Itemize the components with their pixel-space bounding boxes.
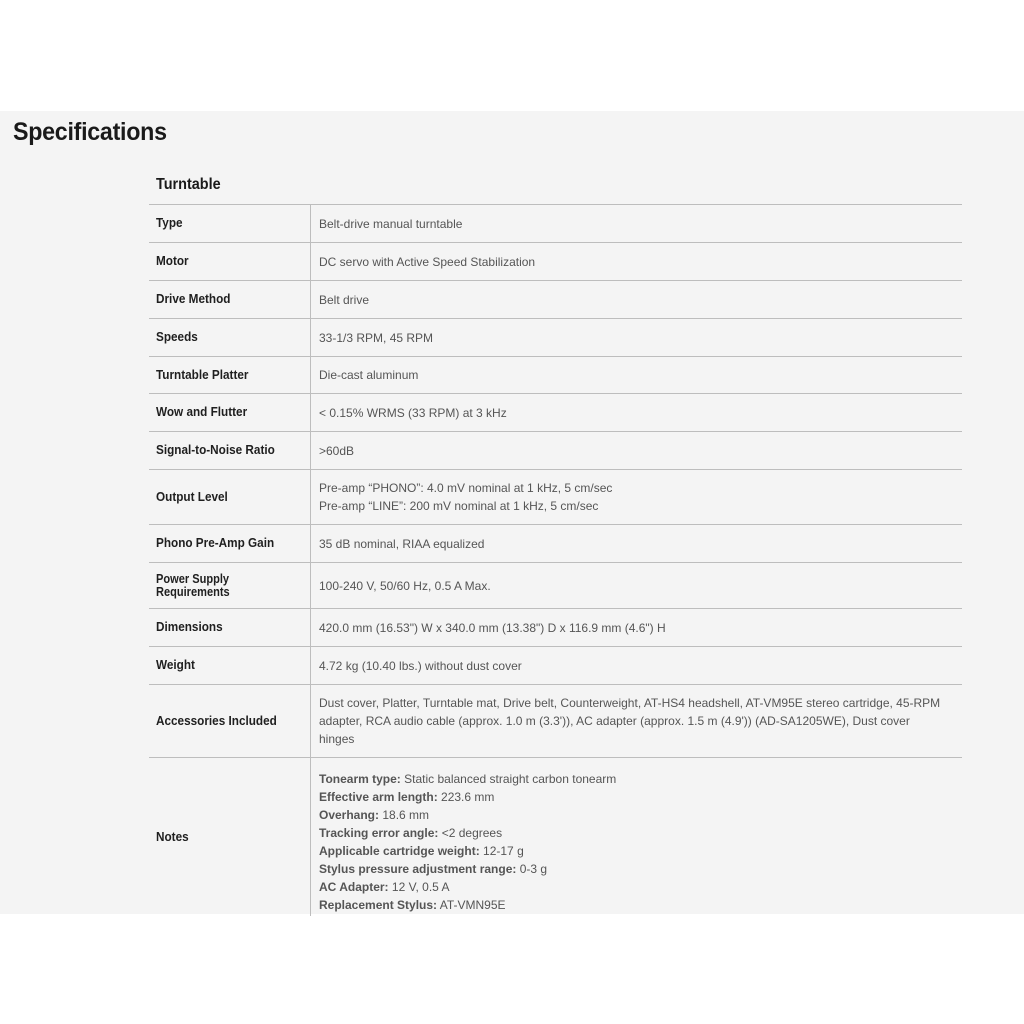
spec-value: 100-240 V, 50/60 Hz, 0.5 A Max. [319,578,491,593]
table-row [149,432,962,470]
spec-label: Phono Pre-Amp Gain [149,525,311,562]
spec-value: 33-1/3 RPM, 45 RPM [319,330,434,345]
note-key: AC Adapter: [319,880,389,894]
note-value: 0-3 g [516,862,548,876]
spec-value-line: Pre-amp “LINE”: 200 mV nominal at 1 kHz, 5 cm/sec [319,499,599,513]
note-value: 12 V, 0.5 A [388,880,450,894]
note-value: <2 degrees [438,826,503,840]
page-title: Specifications [13,118,167,146]
spec-value: 420.0 mm (16.53") W x 340.0 mm (13.38") D x 116.9 mm (4.6") H [319,620,666,635]
spec-label-line: Requirements [156,584,230,599]
spec-value: DC servo with Active Speed Stabilization [319,254,536,269]
table-row [149,394,962,432]
spec-value: Die-cast aluminum [319,368,419,382]
spec-value: Belt drive [319,292,370,307]
spec-label [149,563,311,608]
note-value: 223.6 mm [437,790,495,804]
note-key: Overhang: [319,808,380,822]
table-row [149,281,962,319]
spec-label: Notes [149,758,311,916]
spec-value [311,470,962,524]
spec-value: 35 dB nominal, RIAA equalized [319,536,485,551]
note-value: 18.6 mm [379,808,430,822]
note-item [319,824,942,842]
spec-label: Wow and Flutter [149,394,311,431]
spec-value: Belt-drive manual turntable [319,216,463,231]
note-item [319,842,942,860]
table-row [149,357,962,394]
table-row [149,243,962,281]
note-item [319,896,942,914]
spec-label: Drive Method [149,281,311,318]
note-item [319,806,942,824]
note-key: Stylus pressure adjustment range: [319,862,517,876]
spec-label-line: Power Supply [156,571,230,586]
note-item [319,860,942,878]
spec-label: Dimensions [149,609,311,646]
note-value: Static balanced straight carbon tonearm [400,772,617,786]
spec-label: Signal-to-Noise Ratio [149,432,311,469]
note-key: Applicable cartridge weight: [319,844,480,858]
table-row [149,319,962,357]
note-item [319,878,942,896]
note-value: 12-17 g [479,844,524,858]
table-row [149,563,962,609]
note-item [319,788,942,806]
spec-table [149,204,962,916]
table-row [149,685,962,758]
note-key: Tonearm type: [319,772,401,786]
note-key: Replacement Stylus: [319,898,438,912]
note-key: Tracking error angle: [319,826,439,840]
table-row [149,470,962,525]
spec-value: Dust cover, Platter, Turntable mat, Drive belt, Counterweight, AT-HS4 headshell, AT-VM95E stereo cartridge, 45-RPM adapter, RCA audio cable (approx. 1.0 m (3.3')), AC adapter (approx. 1.5 m (4.9')) (AD-SA1205WE), Dust cover hinges [319,696,941,746]
table-row [149,609,962,647]
spec-value: 4.72 kg (10.40 lbs.) without dust cover [319,658,522,673]
note-key: Effective arm length: [319,790,438,804]
spec-label: Turntable Platter [149,357,311,393]
spec-value: >60dB [319,443,355,458]
note-item [319,770,942,788]
spec-label: Type [149,205,311,242]
table-row [149,647,962,685]
spec-label: Speeds [149,319,311,356]
spec-label: Weight [149,647,311,684]
note-value: AT-VMN95E [437,898,506,912]
table-row [149,525,962,563]
spec-label: Output Level [149,470,311,524]
spec-label: Accessories Included [149,685,311,757]
spec-value: < 0.15% WRMS (33 RPM) at 3 kHz [319,405,507,420]
table-row [149,205,962,243]
notes-list [311,758,962,916]
table-row-notes [149,758,962,916]
spec-value-line: Pre-amp “PHONO”: 4.0 mV nominal at 1 kHz, 5 cm/sec [319,481,613,495]
section-title: Turntable [156,176,221,193]
spec-label: Motor [149,243,311,280]
